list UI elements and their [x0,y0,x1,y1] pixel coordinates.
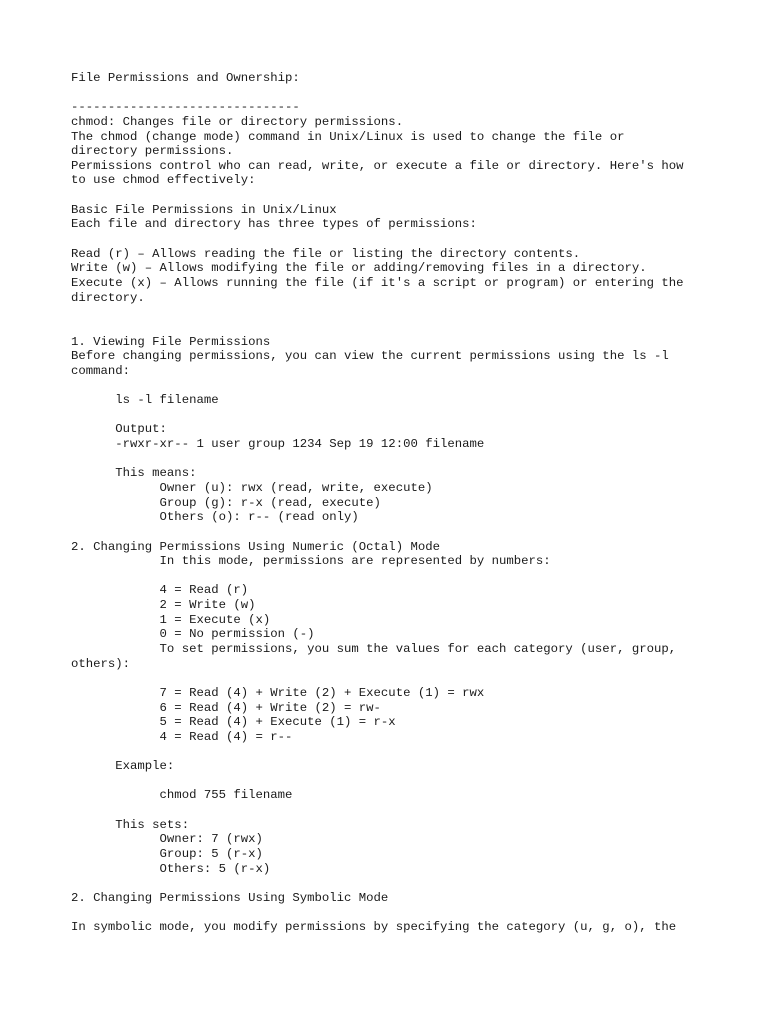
document-line: This sets: [71,817,190,832]
document-line: chmod: Changes file or directory permissions. [71,114,404,129]
document-line: In symbolic mode, you modify permissions by specifying the category (u, g, o), the [71,920,677,935]
document-line: Read (r) – Allows reading the file or listing the directory contents. [71,246,581,261]
document-line: 2 = Write (w) [71,598,256,613]
document-text [71,71,711,935]
document-line: ls -l filename [71,393,219,408]
document-line: Output: [71,422,167,437]
document-line: 4 = Read (4) = r-- [71,729,293,744]
document-line: In this mode, permissions are represented by numbers: [71,554,551,569]
document-line: directory. [71,290,145,305]
document-line: This means: [71,466,197,481]
document-line: To set permissions, you sum the values for each category (user, group, [71,641,677,656]
document-line: Before changing permissions, you can view the current permissions using the ls -l [71,349,669,364]
document-line: Owner (u): rwx (read, write, execute) [71,480,433,495]
document-line: others): [71,656,131,671]
document-line [71,86,711,101]
document-line: File Permissions and Ownership: [71,71,300,85]
document-line: chmod 755 filename [71,788,293,803]
document-line: -rwxr-xr-- 1 user group 1234 Sep 19 12:00 filename [71,437,485,452]
document-line: Example: [71,759,175,774]
document-line [71,876,711,891]
document-line [71,774,711,789]
document-line [71,452,711,467]
document-line: ------------------------------- [71,100,300,115]
document-line: 5 = Read (4) + Execute (1) = r-x [71,715,396,730]
document-line: 6 = Read (4) + Write (2) = rw- [71,700,381,715]
document-line: 4 = Read (r) [71,583,249,598]
document-line: Execute (x) – Allows running the file (if it's a script or program) or entering the [71,275,684,290]
document-line: Others: 5 (r-x) [71,861,271,876]
document-line: command: [71,363,131,378]
document-line: Basic File Permissions in Unix/Linux [71,202,337,217]
document-line [71,305,711,320]
document-line: Group (g): r-x (read, execute) [71,495,381,510]
document-line [71,408,711,423]
document-line [71,803,711,818]
document-line [71,378,711,393]
document-line: 2. Changing Permissions Using Symbolic Mode [71,890,389,905]
document-line [71,569,711,584]
document-line: 2. Changing Permissions Using Numeric (Octal) Mode [71,539,440,554]
document-line: Others (o): r-- (read only) [71,510,359,525]
document-line: to use chmod effectively: [71,173,256,188]
document-line: Group: 5 (r-x) [71,846,263,861]
document-line: Permissions control who can read, write, or execute a file or directory. Here's how [71,158,684,173]
document-line [71,232,711,247]
document-line: Each file and directory has three types of permissions: [71,217,477,232]
document-line: 1. Viewing File Permissions [71,334,271,349]
document-line: 1 = Execute (x) [71,612,271,627]
document-line [71,671,711,686]
document-line [71,906,711,921]
document-line: Write (w) – Allows modifying the file or adding/removing files in a directory. [71,261,647,276]
document-line: 0 = No permission (-) [71,627,315,642]
document-line: Owner: 7 (rwx) [71,832,263,847]
document-line [71,744,711,759]
document-line: directory permissions. [71,144,234,159]
document-line [71,320,711,335]
document-line: 7 = Read (4) + Write (2) + Execute (1) = rwx [71,685,485,700]
document-line: The chmod (change mode) command in Unix/Linux is used to change the file or [71,129,625,144]
document-line [71,525,711,540]
document-line [71,188,711,203]
